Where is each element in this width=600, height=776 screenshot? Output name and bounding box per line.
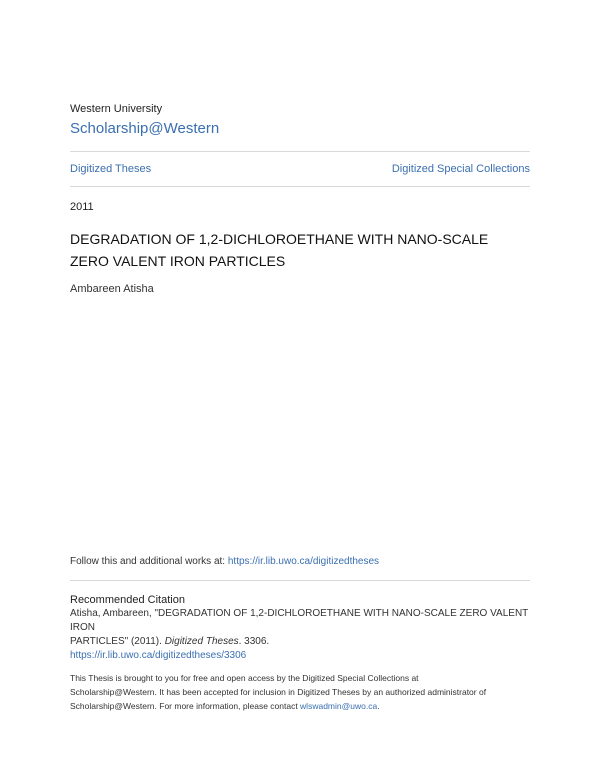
collection-url-link[interactable]: https://ir.lib.uwo.ca/digitizedtheses xyxy=(227,556,380,567)
publication-year: 2011 xyxy=(70,201,94,213)
footer-line-3-prefix: Scholarship@Western. For more information, please contact xyxy=(70,701,301,711)
digitized-special-collections-link[interactable]: Digitized Special Collections xyxy=(391,163,530,175)
citation-line-2-suffix: . 3306. xyxy=(238,636,270,647)
title-line-1: DEGRADATION OF 1,2-DICHLOROETHANE WITH NANO-SCALE xyxy=(70,231,489,247)
divider-nav xyxy=(70,186,530,187)
footer-line-1: This Thesis is brought to you for free and open access by the Digitized Special Collections at xyxy=(70,673,419,683)
citation-line-1: Atisha, Ambareen, "DEGRADATION OF 1,2-DICHLOROETHANE WITH NANO-SCALE ZERO VALENT IRON xyxy=(70,608,529,633)
footer-line-3-suffix: . xyxy=(377,701,380,711)
repository-link[interactable]: Scholarship@Western xyxy=(70,120,220,137)
follow-prefix: Follow this and additional works at: xyxy=(70,556,228,567)
digitized-theses-link[interactable]: Digitized Theses xyxy=(70,163,152,175)
citation-line-2-prefix: PARTICLES" (2011). xyxy=(70,636,165,647)
divider-citation xyxy=(70,580,530,581)
citation-heading: Recommended Citation xyxy=(70,594,185,606)
follow-line xyxy=(70,556,379,567)
citation-line-2 xyxy=(70,635,540,649)
title-line-2: ZERO VALENT IRON PARTICLES xyxy=(70,253,286,269)
citation-url-link[interactable]: https://ir.lib.uwo.ca/digitizedtheses/3306 xyxy=(70,650,247,661)
institution-name: Western University xyxy=(70,103,163,115)
divider-top xyxy=(70,151,530,152)
access-footer xyxy=(70,671,540,713)
footer-line-2: Scholarship@Western. It has been accepted for inclusion in Digitized Theses by an authorized administrator of xyxy=(70,687,487,697)
author-name: Ambareen Atisha xyxy=(70,283,154,295)
citation-journal: Digitized Theses xyxy=(164,636,239,647)
footer-line-3 xyxy=(70,699,540,713)
citation-body xyxy=(70,607,540,663)
document-title xyxy=(70,228,530,272)
contact-email-link[interactable]: wlswadmin@uwo.ca xyxy=(300,701,378,711)
